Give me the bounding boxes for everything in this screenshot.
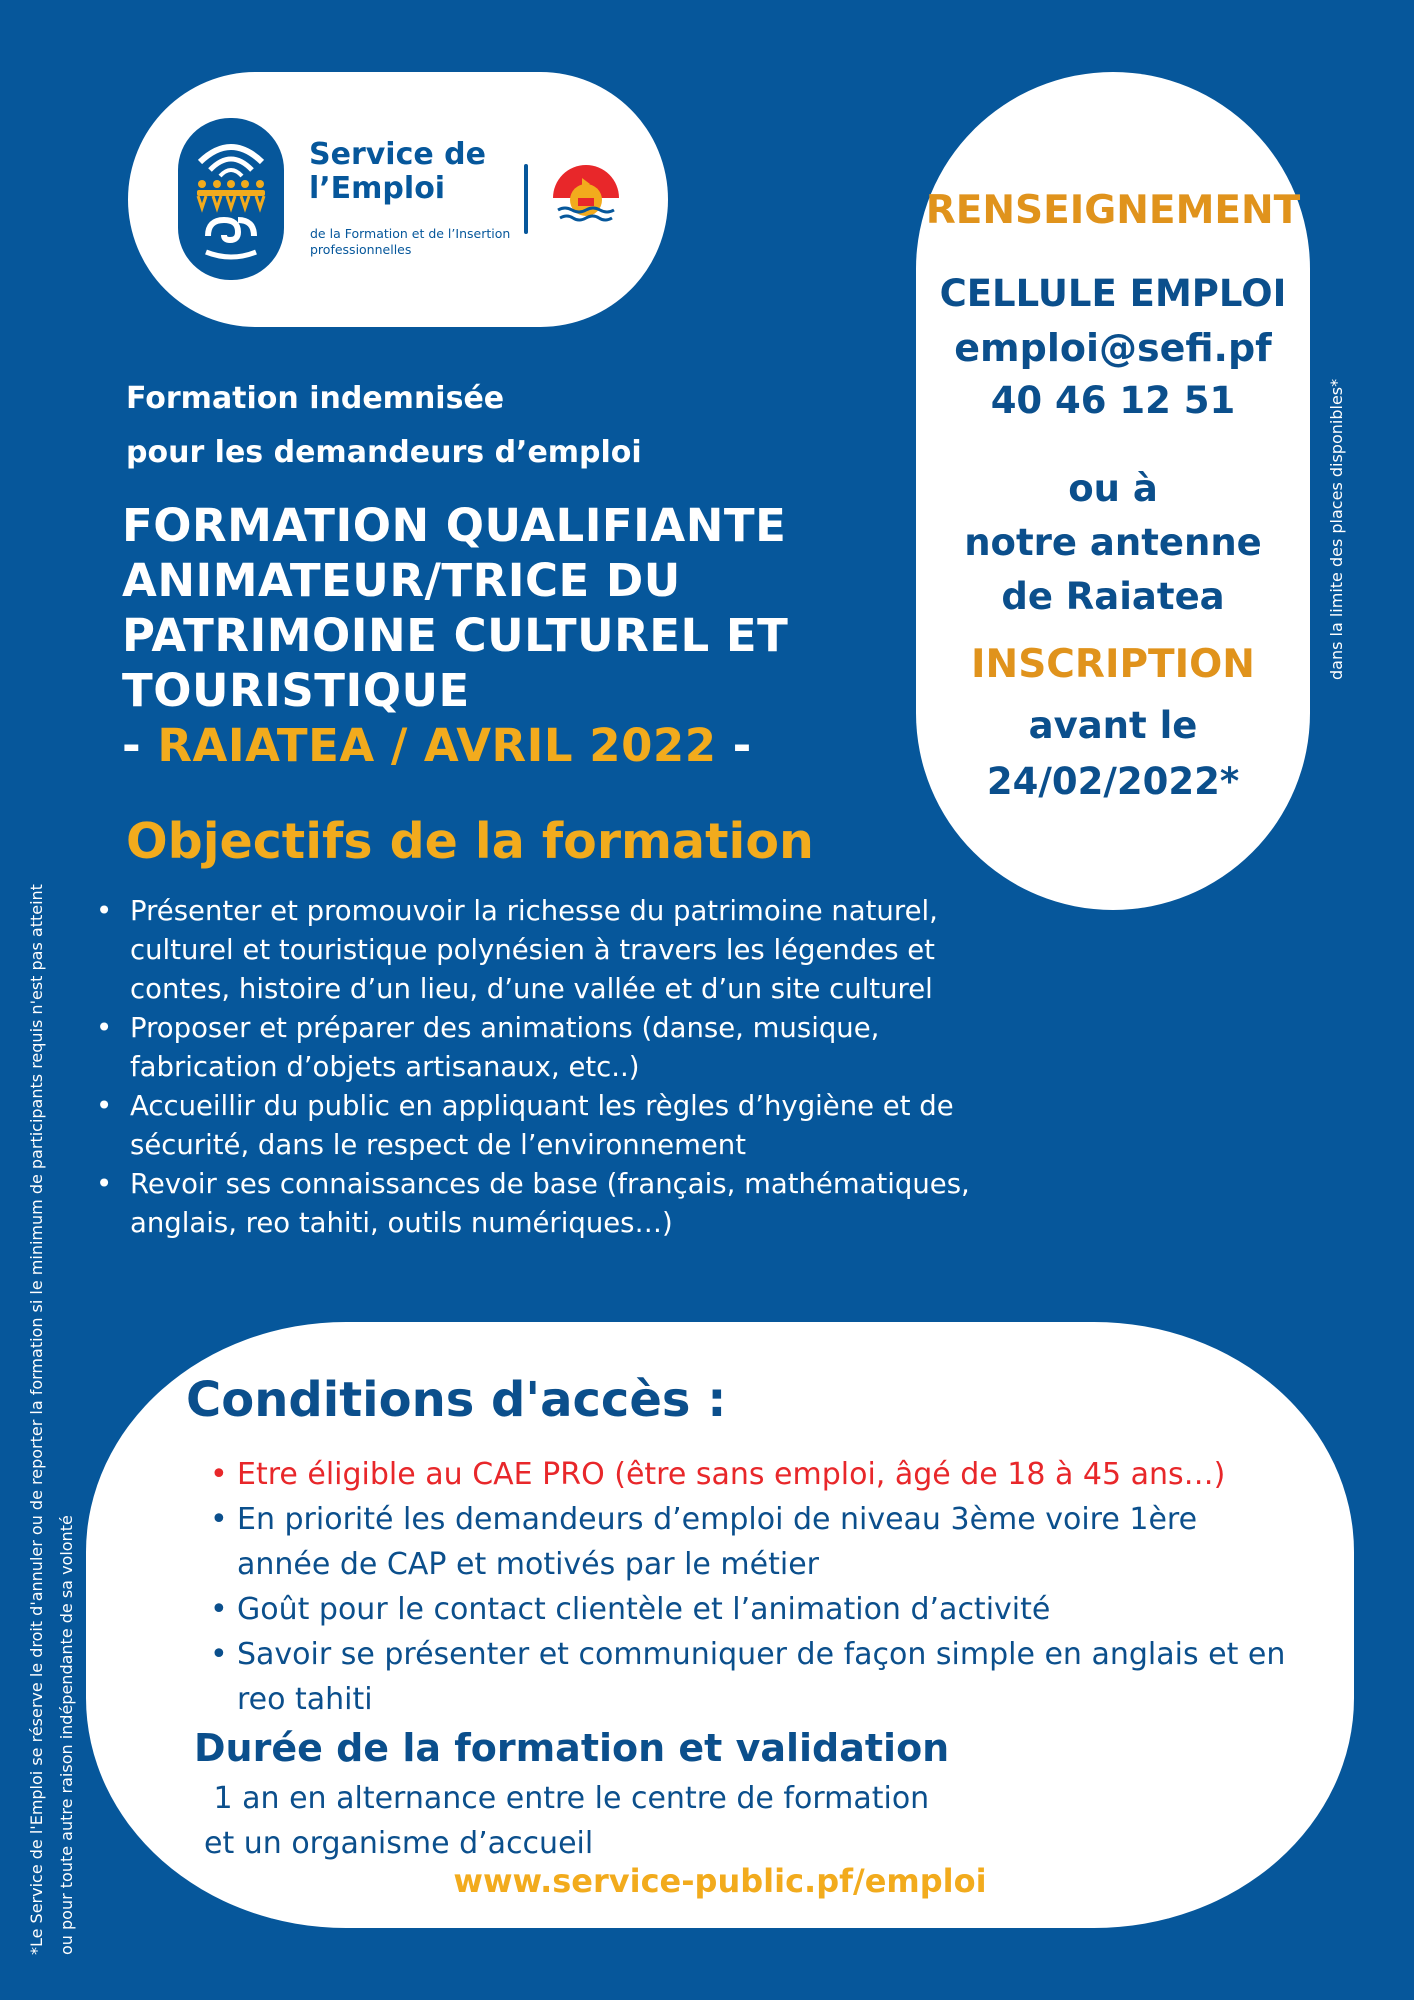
contact-phone[interactable]: 40 46 12 51 [990,379,1236,422]
cellule-emploi-label: CELLULE EMPLOI [939,272,1287,315]
places-note [1326,340,1348,680]
objectives-list [96,892,1016,1243]
condition-item: • Etre éligible au CAE PRO (être sans emploi, âgé de 18 à 45 ans…) [210,1452,1290,1497]
subtitle-line-1: Formation indemnisée [126,381,505,416]
disclaimer-line-2: ou pour toute autre raison indépendante de sa volonté [57,1515,76,1955]
logo-title: Service de l’Emploi [309,137,486,206]
objective-item: • Proposer et préparer des animations (danse, musique, fabrication d’objets artisanaux, etc..) [96,1009,1016,1087]
logo-card [128,72,668,327]
condition-item: • En priorité les demandeurs d’emploi de niveau 3ème voire 1ère année de CAP et motivés par le métier [210,1497,1290,1587]
disclaimer-line-1: *Le Service de l'Emploi se réserve le droit d'annuler ou de reporter la formation si le minimum de participants requis n'est pas atteint [27,884,46,1955]
disclaimer-note [22,630,82,1960]
website-link[interactable]: www.service-public.pf/emploi [453,1862,987,1900]
inscription-heading: INSCRIPTION [971,642,1255,687]
sefi-logo-icon [178,118,284,280]
title-line-5 [122,718,922,773]
objectives-heading: Objectifs de la formation [126,813,814,870]
formation-subtitle [126,372,826,480]
title-line-2: ANIMATEUR/TRICE DU [122,554,681,607]
antenne-line-3: de Raiatea [1001,575,1225,618]
title-line-3: PATRIMOINE CULTUREL ET [122,609,789,662]
title-line-1: FORMATION QUALIFIANTE [122,499,787,552]
duration-text [204,1776,1004,1866]
deadline-line-2: 24/02/2022* [986,760,1240,803]
places-note-text: dans la limite des places disponibles* [1327,378,1346,680]
contact-email[interactable]: emploi@sefi.pf [954,326,1272,370]
renseignement-heading: RENSEIGNEMENT [925,188,1301,233]
condition-item: • Goût pour le contact clientèle et l’animation d’activité [210,1587,1290,1632]
conditions-list [210,1452,1290,1722]
duration-heading: Durée de la formation et validation [194,1726,950,1770]
antenne-text [916,462,1310,624]
antenne-line-1: ou à [1068,467,1158,510]
objective-item: • Présenter et promouvoir la richesse du patrimoine naturel, culturel et touristique polynésien à travers les légendes et contes, histoire d’un lieu, d’une vallée et d’un site culturel [96,892,1016,1009]
polynesia-emblem-icon [552,164,620,236]
deadline-line-1: avant le [1028,704,1198,747]
objective-item: • Revoir ses connaissances de base (français, mathématiques, anglais, reo tahiti, outils numériques…) [96,1165,1016,1243]
title-dash-left: - [122,719,158,772]
subtitle-line-2: pour les demandeurs d’emploi [126,435,642,470]
conditions-heading: Conditions d'accès : [186,1372,727,1428]
condition-item: • Savoir se présenter et communiquer de façon simple en anglais et en reo tahiti [210,1632,1290,1722]
title-dash-right: - [716,719,752,772]
duration-line-1: 1 an en alternance entre le centre de formation [204,1781,930,1816]
logo-subtitle: de la Formation et de l’Insertion professionnelles [310,226,511,257]
duration-line-2: et un organisme d’accueil [204,1826,594,1861]
conditions-card [86,1322,1354,1928]
logo-divider [524,164,528,234]
title-location-date: RAIATEA / AVRIL 2022 [157,719,717,772]
antenne-line-2: notre antenne [964,521,1262,564]
objective-item: • Accueillir du public en appliquant les règles d’hygiène et de sécurité, dans le respect de l’environnement [96,1087,1016,1165]
contact-info-card [916,72,1310,910]
title-line-4: TOURISTIQUE [122,664,470,717]
page-title [122,498,922,773]
deadline-text [916,698,1310,810]
